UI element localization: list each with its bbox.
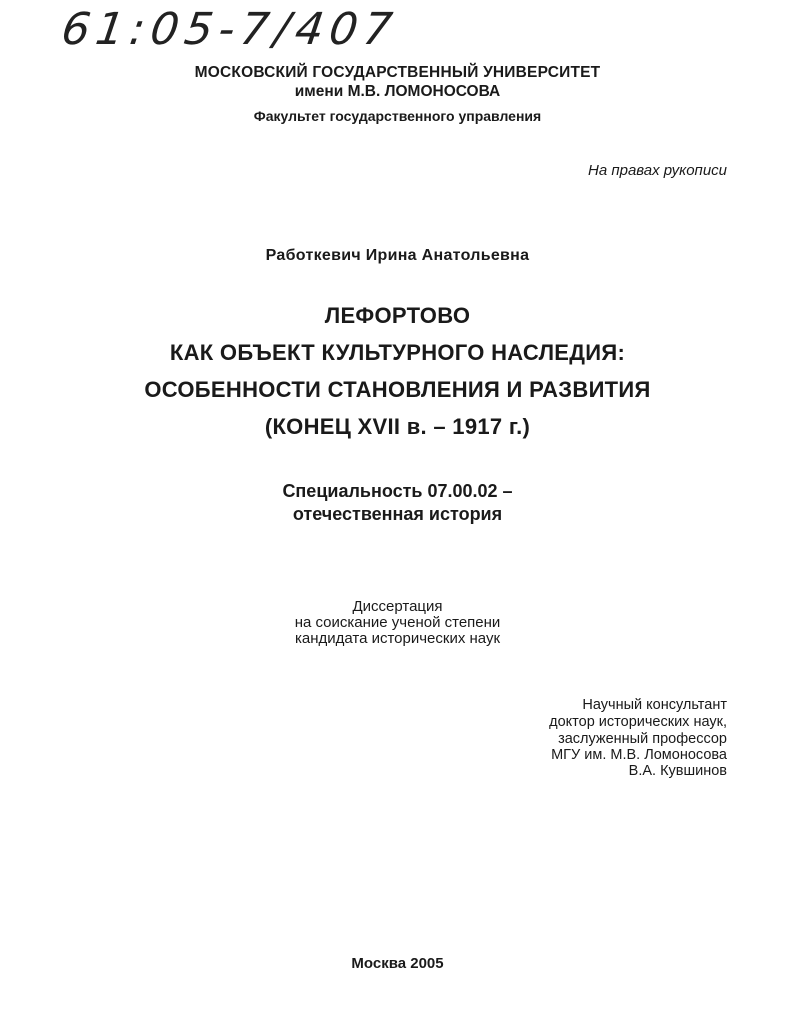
- faculty-name: Факультет государственного управления: [253, 108, 542, 124]
- rights-note: На правах рукописи: [588, 162, 727, 179]
- university-name: МОСКОВСКИЙ ГОСУДАРСТВЕННЫЙ УНИВЕРСИТЕТ: [194, 64, 601, 81]
- handwritten-archive-code: 61:05-7/407: [58, 4, 402, 55]
- title-line-4: (КОНЕЦ XVII в. – 1917 г.): [264, 414, 531, 439]
- consultant-label: Научный консультант: [582, 697, 727, 713]
- city-year: Москва 2005: [351, 955, 444, 972]
- specialty-code: Специальность 07.00.02 –: [282, 481, 513, 501]
- dissertation-degree: кандидата исторических наук: [294, 630, 501, 647]
- dissertation-purpose: на соискание ученой степени: [294, 614, 501, 631]
- university-name-suffix: имени М.В. ЛОМОНОСОВА: [294, 83, 501, 100]
- consultant-affiliation: МГУ им. М.В. Ломоносова: [551, 747, 727, 763]
- title-line-2: КАК ОБЪЕКТ КУЛЬТУРНОГО НАСЛЕДИЯ:: [169, 340, 626, 365]
- consultant-name: В.А. Кувшинов: [628, 763, 727, 779]
- title-line-3: ОСОБЕННОСТИ СТАНОВЛЕНИЯ И РАЗВИТИЯ: [144, 377, 651, 402]
- author-name: Работкевич Ирина Анатольевна: [265, 247, 530, 264]
- consultant-title: заслуженный профессор: [558, 731, 727, 747]
- specialty-name: отечественная история: [292, 504, 503, 524]
- consultant-degree: доктор исторических наук,: [549, 714, 727, 730]
- dissertation-label: Диссертация: [352, 598, 443, 615]
- title-line-1: ЛЕФОРТОВО: [324, 303, 471, 328]
